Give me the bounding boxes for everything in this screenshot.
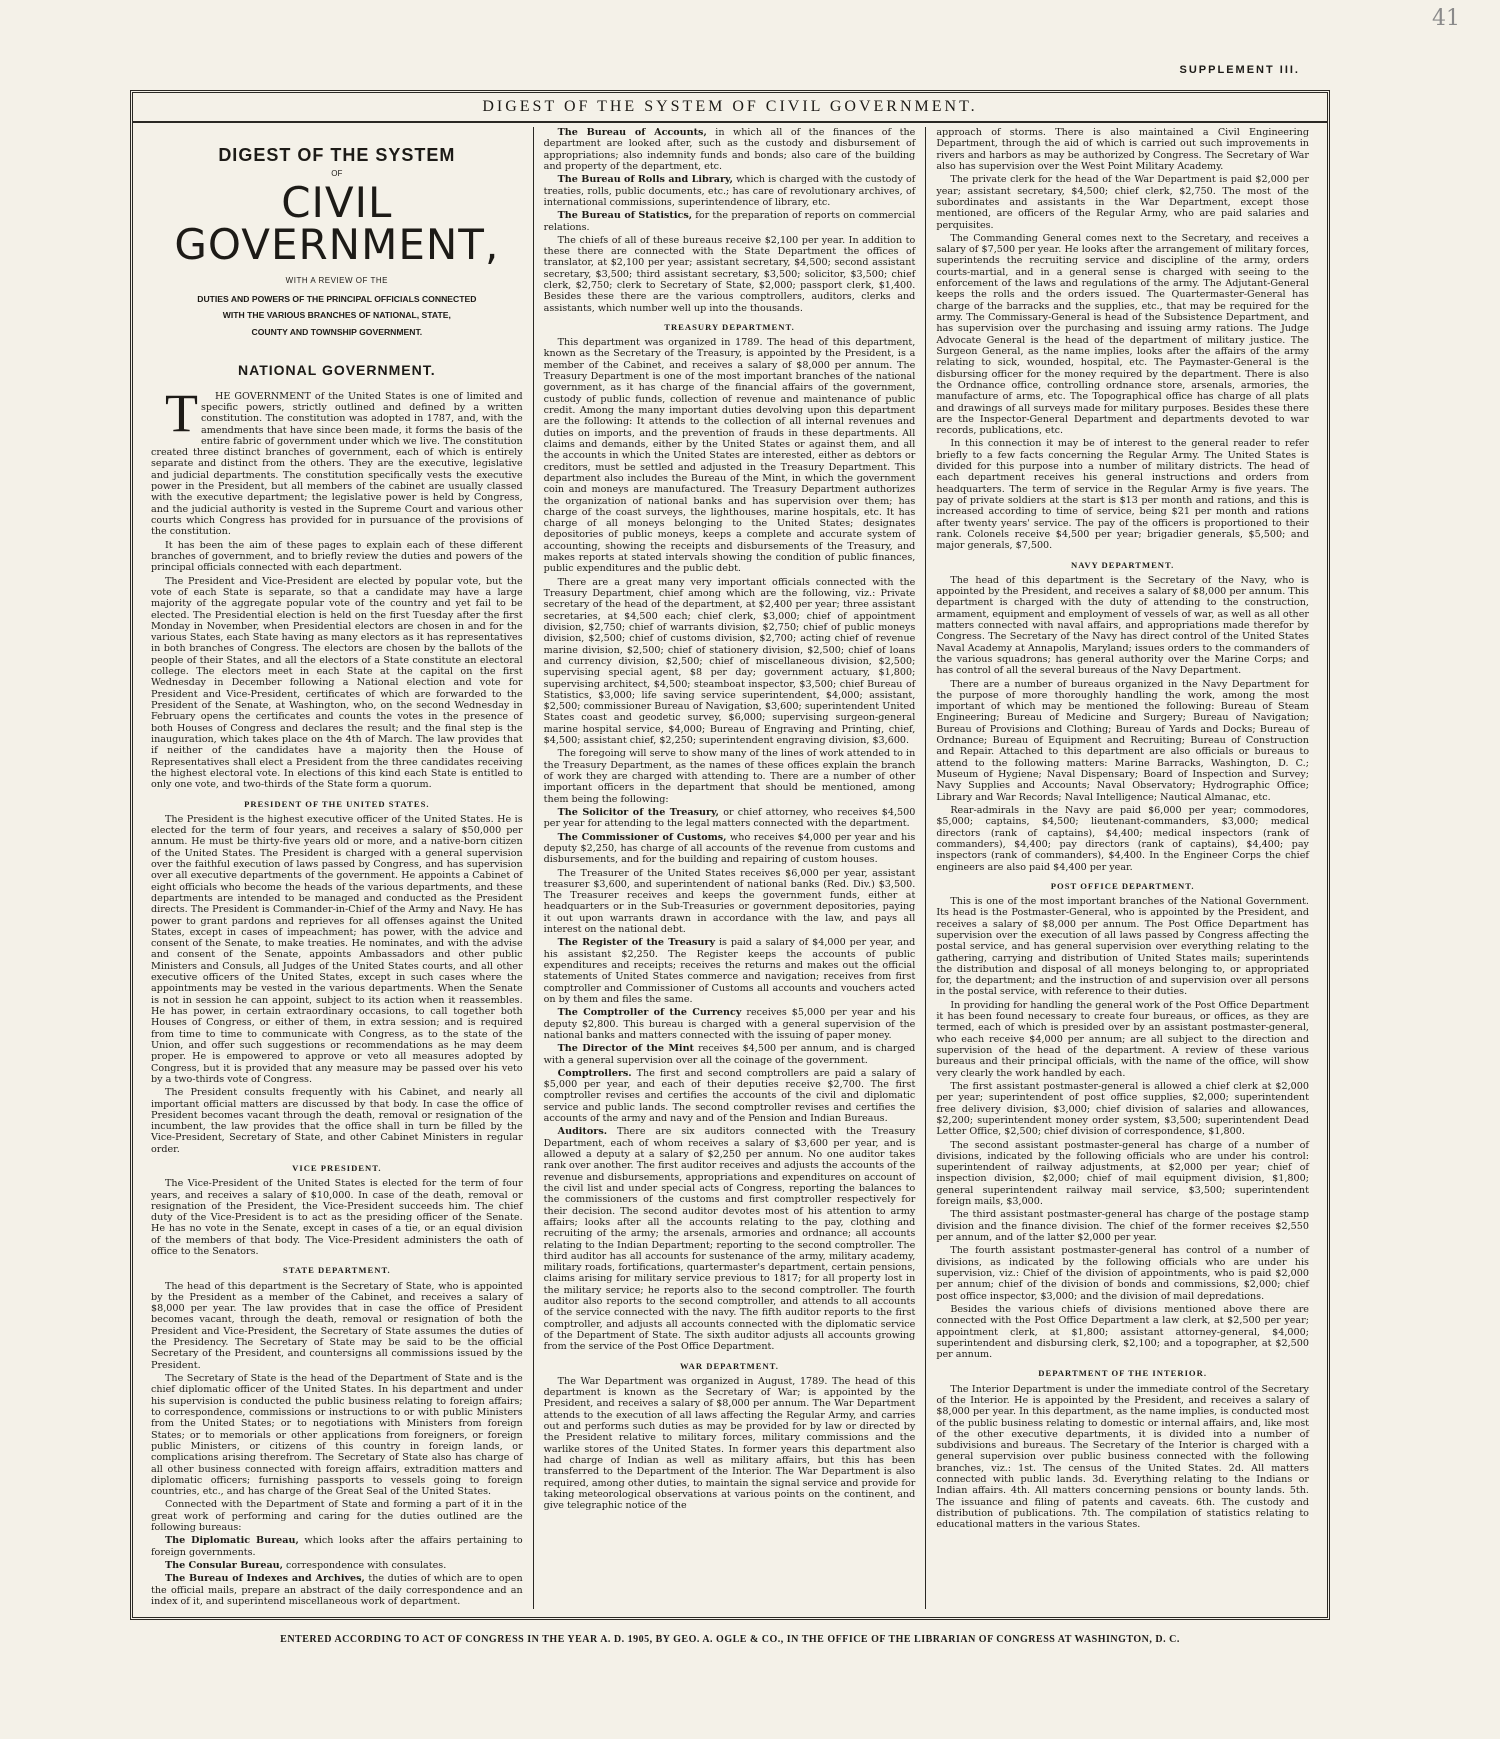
interior-department-heading: DEPARTMENT OF THE INTERIOR. xyxy=(1038,1368,1207,1379)
state-department-heading: STATE DEPARTMENT. xyxy=(282,1265,391,1276)
paragraph: The Vice-President of the United States is elected for the term of four years, and receives a salary of $10,000. In case of the death, removal or resignation of the President, the Vice-President succeeds him. The chief duty of the Vice-President is to act as the presiding officer of the Senate. He has no vote in the Senate, except in cases of a tie, or an equal division of the members of that body. The Vice-President administers the oath of office to the Senators. xyxy=(151,1178,523,1258)
paragraph-text: for the preparation of reports on commercial relations. xyxy=(543,210,916,233)
paragraph-text: who receives $4,000 per year and his deputy $2,250, has charge of all accounts of the revenue from customs and disbursements, and for the building and repairing of custom houses. xyxy=(543,831,916,866)
paragraph: The fourth assistant postmaster-general has control of a number of divisions, as indicated by the following officials who are under his supervision, viz.: Chief of the division of appointments, who is paid $2,000 per annum; chief of the division of bonds and commissions, $2,000; chief post office inspector, $3,000; and the division of mail depredations. xyxy=(936,1245,1309,1302)
paragraph: This is one of the most important branches of the National Government. Its head is the Postmaster-General, who is appointed by the President, and receives a salary of $8,000 per annum. The Post Office Department has supervision over the execution of all laws passed by Congress affecting the postal service, and has general supervision over everything relating to the gathering, carrying and distribution of United States mails; superintends the distribution and disposal of all moneys belonging to, or appropriated for, the department; and the instruction of and supervision over all persons in the postal service, with reference to their duties. xyxy=(936,895,1309,998)
paragraph xyxy=(544,1126,916,1352)
column-1 xyxy=(141,127,534,1609)
paragraph-text: There are six auditors connected with the Treasury Department, each of whom receives a salary of $3,600 per year, and is allowed a deputy at a salary of $2,250 per annum. No one auditor takes rank over another. The first auditor receives and adjusts the accounts of the revenue and disbursements, appropriations and expenditures on account of the civil list and under special acts of Congress, reporting the balances to the commissioners of the customs and first comptroller respectively for their decision. The second auditor devotes most of his attention to army affairs; looks after all the accounts relating to the pay, clothing and recruiting of the army; the arsenals, armories and ordnance; all accounts relating to the Indian Department; reporting to the second comptroller. The third auditor has all accounts for sustenance of the army, military academy, military roads, fortifications, quartermaster's department, certain pensions, claims arising for military service previous to 1817; for all property lost in the military service; he reports also to the second comptroller. The fourth auditor also reports to the second comptroller, and attends to all accounts of the service connected with the navy. The fifth auditor reports to the first comptroller, and adjusts all accounts connected with the diplomatic service of the Department of State. The sixth auditor adjusts all accounts growing from the service of the Post Office Department. xyxy=(543,1126,916,1353)
paragraph: The head of this department is the Secretary of State, who is appointed by the President as a member of the Cabinet, and receives a salary of $8,000 per year. The law provides that in case the office of President becomes vacant, through the death, removal or resignation of both the President and Vice-President, the Secretary of State assumes the duties of the Presidency. The Secretary of State may be said to be the official Secretary of the President, and countersigns all commissions issued by the President. xyxy=(151,1280,523,1371)
paragraph-text: correspondence with consulates. xyxy=(282,1560,447,1572)
bold-lead: The Bureau of Accounts, xyxy=(557,127,707,138)
paragraph-text: which is charged with the custody of treaties, rolls, public documents, etc.; has care of revolutionary archives, of international commissions, superintendence of library, etc. xyxy=(543,174,916,208)
supplement-label: SUPPLEMENT III. xyxy=(1179,64,1300,76)
paragraph xyxy=(544,807,916,830)
text-columns xyxy=(141,127,1319,1609)
paragraph: The War Department was organized in August, 1789. The head of this department is known as the Secretary of War; is appointed by the President, and receives a salary of $8,000 per annum. The War Department attends to the execution of all laws affecting the Regular Army, and carries out and performs such duties as may be provided for by law or directed by the President relative to military forces, military commissions and the warlike stores of the United States. In former years this department also had charge of Indian as well as military affairs, but this has been transferred to the Department of the Interior. The War Department is also required, among other duties, to maintain the signal service and provide for taking meteorological observations at various points on the continent, and give telegraphic notice of the xyxy=(543,1375,916,1512)
title-duties-3: COUNTY AND TOWNSHIP GOVERNMENT. xyxy=(251,326,423,337)
paragraph: The Treasurer of the United States receives $6,000 per year, assistant treasurer $3,600, and superintendent of national banks (Red. Div.) $3,500. The Treasurer receives and keeps the government funds, either at headquarters or in the Sub-Treasuries or government depositories, paying it out upon warrants drawn in accordance with the law, and pays all interest on the national debt. xyxy=(543,867,916,936)
national-government-heading: NATIONAL GOVERNMENT. xyxy=(238,362,436,379)
copyright-footer: ENTERED ACCORDING TO ACT OF CONGRESS IN THE YEAR A. D. 1905, BY GEO. A. OGLE & CO., IN THE OFFICE OF THE LIBRARIAN OF CONGRESS AT WASHINGTON, D. C. xyxy=(280,1634,1180,1645)
paragraph xyxy=(544,1068,916,1125)
bold-lead: Auditors. xyxy=(557,1126,608,1138)
bold-lead: The Bureau of Indexes and Archives, xyxy=(165,1573,365,1585)
paragraph-text: which looks after the affairs pertaining to foreign governments. xyxy=(151,1535,523,1558)
title-duties-2: WITH THE VARIOUS BRANCHES OF NATIONAL, STATE, xyxy=(222,310,451,321)
paragraph: The foregoing will serve to show many of the lines of work attended to in the Treasury Department, as the names of these offices explain the branch of work they are charged with attending to. There are a number of other important officers in the department that should be mentioned, among them being the following: xyxy=(543,748,916,805)
title-block xyxy=(151,145,523,340)
paragraph: The Commanding General comes next to the Secretary, and receives a salary of $7,500 per year. He looks after the arrangement of military forces, superintends the recruiting service and discipline of the army, orders courts-martial, and in a general sense is charged with seeing to the enforcement of the laws and regulations of the army. The Adjutant-General keeps the rolls and the orders issued. The Quartermaster-General has charge of the barracks and the supplies, etc., that may be required for the army. The Commissary-General is head of the Subsistence Department, and has supervision over the purchasing and issuing army rations. The Judge Advocate General is the head of the department of military justice. The Surgeon General, as the name implies, looks after the affairs of the army relating to sick, wounded, hospital, etc. The Paymaster-General is the disbursing officer for the money required by the department. There is also the Ordnance office, controlling ordnance store, arsenals, armories, the manufacture of arms, etc. The Topographical office has charge of all plats and drawings of all surveys made for military purposes. Besides these there are the Inspector-General Department and departments devoted to war records, publications, etc. xyxy=(936,232,1309,437)
paragraph-text: or chief attorney, who receives $4,500 per year for attending to the legal matters connected with the department. xyxy=(543,806,916,830)
paragraph: Besides the various chiefs of divisions mentioned above there are connected with the Post Office Department a law clerk, at $2,500 per year; appointment clerk, at $1,800; assistant attorney-general, $4,000; superintendent and disbursing clerk, $2,100; and a topographer, at $2,500 per annum. xyxy=(936,1303,1309,1361)
paragraph-text: the duties of which are to open the official mails, prepare an abstract of the daily correspondence and an index of it, and superintend miscellaneous work of department. xyxy=(151,1573,523,1607)
column-2 xyxy=(534,127,927,1609)
bold-lead: The Comptroller of the Currency xyxy=(557,1007,742,1019)
paragraph xyxy=(544,1043,916,1066)
paragraph xyxy=(544,210,916,233)
column-3 xyxy=(926,127,1319,1609)
paragraph: There are a number of bureaus organized in the Navy Department for the purpose of more thoroughly handling the work, among the most important of which may be mentioned the following: Bureau of Steam Engineering; Bureau of Medicine and Surgery; Bureau of Navigation; Bureau of Provisions and Clothing; Bureau of Yards and Docks; Bureau of Ordnance; Bureau of Equipment and Recruiting; Bureau of Construction and Repair. Attached to this department are also officials or bureaus to attend to the following matters: Marine Barracks, Washington, D. C.; Museum of Hygiene; Naval Dispensary; Board of Inspection and Survey; Navy Supplies and Accounts; Naval Observatory; Hydrographic Office; Library and War Records; Naval Intelligence; Nautical Almanac, etc. xyxy=(936,678,1309,803)
paragraph-text: The first and second comptrollers are paid a salary of $5,000 per year, and each of their deputies receive $2,700. The first comptroller revises and certifies the accounts of the civil and diplomatic service and public lands. The second comptroller revises and certifies the accounts of the army and navy and of the Pension and Indian Bureaus. xyxy=(543,1067,916,1125)
page-number: 41 xyxy=(1432,6,1460,31)
paragraph: The President and Vice-President are elected by popular vote, but the vote of each State is separate, so that a candidate may have a large majority of the aggregate popular vote of the country and yet fail to be elected. The Presidential election is held on the first Tuesday after the first Monday in November, when Presidential electors are chosen in and for the various States, each State having as many electors as it has representatives in both branches of Congress. The electors are chosen by the ballots of the people of their States, and all the electors of a State constitute an electoral college. The electors meet in each State at the capital on the first Wednesday in December following a National election and vote for President and Vice-President, certificates of which are forwarded to the President of the Senate, at Washington, who, on the second Wednesday in February opens the certificates and counts the votes in the presence of both Houses of Congress and declares the result; and the final step is the inauguration, which takes place on the 4th of March. The law provides that if neither of the candidates have a majority then the House of Representatives shall elect a President from the three candidates receiving the highest electoral vote. In elections of this kind each State is entitled to only one vote, and two-thirds of the State form a quorum. xyxy=(151,575,523,791)
title-line1: DIGEST OF THE SYSTEM xyxy=(218,145,456,165)
bold-lead: The Bureau of Statistics, xyxy=(557,210,693,222)
paragraph: The Secretary of State is the head of the Department of State and is the chief diplomatic officer of the United States. In his department and under his supervision is conducted the public business relating to foreign affairs; to correspondence, commissions or instructions to or with public Ministers from the United States; or to negotiations with Ministers from foreign States; or to memorials or other applications from foreigners, or foreign public Ministers, or citizens of this country in foreign lands, or complications arising therefrom. The Secretary of State also has charge of all other business connected with foreign affairs, extradition matters and diplomatic officers; furnishing passports to vessels going to foreign countries, etc., and has charge of the Great Seal of the United States. xyxy=(151,1373,523,1498)
title-with: WITH A REVIEW OF THE xyxy=(285,275,388,285)
paragraph: It has been the aim of these pages to explain each of these different branches of government, and to briefly review the duties and powers of the principal officials connected with each department. xyxy=(151,539,523,574)
paragraph-text: is paid a salary of $4,000 per year, and his assistant $2,250. The Register keeps the accounts of public expenditures and receipts; receives the returns and makes out the official statements of United States commerce and navigation; receives from first comptroller and Commissioner of Customs all accounts and vouchers acted on by them and files the same. xyxy=(543,937,916,1005)
title-of: OF xyxy=(331,169,343,179)
paragraph: In providing for handling the general work of the Post Office Department it has been found necessary to create four bureaus, or offices, as they are termed, each of which is presided over by an assistant postmaster-general, who each receive $4,000 per annum; are all subject to the direction and supervision of the head of the department. A review of these various bureaus and their principal officials, with the name of the office, will show very clearly the work handled by each. xyxy=(936,999,1309,1079)
paragraph: The chiefs of all of these bureaus receive $2,100 per year. In addition to these there are connected with the State Department the offices of translator, at $2,100 per year; assistant secretary, $4,500; second assistant secretary, $3,500; third assistant secretary, $3,500; solicitor, $3,500; chief clerk, $2,750; clerk to Secretary of State, $2,000; passport clerk, $1,400. Besides these there are the various comptrollers, auditors, clerks and assistants, which number well up into the thousands. xyxy=(543,234,916,314)
post-office-department-heading: POST OFFICE DEPARTMENT. xyxy=(1050,880,1195,891)
paragraph: This department was organized in 1789. The head of this department, known as the Secretary of the Treasury, is appointed by the President, is a member of the Cabinet, and receives a salary of $8,000 per annum. The Treasury Department is one of the most important branches of the national government, as it has charge of the financial affairs of the government, custody of public funds, collection of revenue and maintenance of public credit. Among the many important duties devolving upon this department are the following: It attends to the collection of all internal revenues and duties on imports, and the prevention of frauds in these departments. All claims and demands, either by the United States or against them, and all the accounts in which the United States are interested, either as debtors or creditors, must be settled and adjusted in the Treasury Department. This department also includes the Bureau of the Mint, in which the government coin and moneys are manufactured. The Treasury Department authorizes the organization of national banks and has supervision over them; has charge of the coast surveys, the lighthouses, marine hospitals, etc. It has charge of all moneys belonging to the United States; designates depositories of public moneys, keeps a complete and accurate system of accounting, showing the receipts and disbursements of the Treasury, and makes reports at stated intervals showing the condition of public finances, public expenditures and the public debt. xyxy=(543,337,916,575)
bold-lead: The Director of the Mint xyxy=(557,1043,694,1055)
title-main: CIVIL GOVERNMENT, xyxy=(174,177,500,269)
paragraph: The private clerk for the head of the War Department is paid $2,000 per year; assistant secretary, $4,500; chief clerk, $2,750. The most of the subordinates and assistants in the War Department, except those mentioned, are officers of the Regular Army, who are paid salaries and perquisites. xyxy=(936,174,1309,231)
paragraph: Rear-admirals in the Navy are paid $6,000 per year; commodores, $5,000; captains, $4,500; lieutenant-commanders, $3,000; medical directors (rank of captains), $4,400; medical inspectors (rank of commanders), $4,400; pay directors (rank of captains), $4,400; pay inspectors (rank of commanders), $4,400. In the Engineer Corps the chief engineers are also paid $4,400 per year. xyxy=(936,804,1309,873)
paragraph-text: receives $4,500 per annum, and is charged with a general supervision over all the coinage of the government. xyxy=(543,1043,916,1066)
paragraph-text: receives $5,000 per year and his deputy $2,800. This bureau is charged with a general supervision of the national banks and matters connected with the issuing of paper money. xyxy=(543,1007,916,1041)
treasury-department-heading: TREASURY DEPARTMENT. xyxy=(664,322,795,332)
bold-lead: The Commissioner of Customs, xyxy=(557,831,727,843)
paragraph xyxy=(151,1560,523,1571)
war-department-heading: WAR DEPARTMENT. xyxy=(680,1360,779,1371)
paragraph xyxy=(544,1007,916,1041)
paragraph: There are a great many very important officials connected with the Treasury Department, chief among which are the following, viz.: Private secretary of the head of the department, at $2,400 per year; three assistant secretaries, at $4,500 each; chief clerk, $3,000; chief of appointment division, $2,750; chief of warrants division, $2,750; chief of public moneys division, $2,500; chief of customs division, $2,700; acting chief of revenue marine division, $2,500; chief of stationery division, $2,500; chief of loans and currency division, $2,500; chief of miscellaneous division, $2,500; supervising special agent, $8 per day; government actuary, $1,800; supervising architect, $4,500; steamboat inspector, $3,500; chief Bureau of Statistics, $3,000; life saving service superintendent, $4,000; assistant, $2,500; commissioner Bureau of Navigation, $3,600; superintendent United States coast and geodetic survey, $6,000; supervising surgeon-general marine hospital service, $4,000; Bureau of Engraving and Printing, chief, $4,500; assistant chief, $2,250; superintendent engraving division, $3,600. xyxy=(543,576,916,747)
paragraph xyxy=(544,127,916,172)
paragraph xyxy=(544,174,916,208)
page-header: DIGEST OF THE SYSTEM OF CIVIL GOVERNMENT. xyxy=(133,93,1327,123)
paragraph: The President consults frequently with his Cabinet, and nearly all important official matters are discussed by that body. In case the office of President becomes vacant through the death, removal or resignation of the incumbent, the law provides that the office shall in turn be filled by the Vice-President, Secretary of State, and other Cabinet Ministers in regular order. xyxy=(151,1087,523,1155)
title-duties-1: DUTIES AND POWERS OF THE PRINCIPAL OFFICIALS CONNECTED xyxy=(197,294,477,305)
vice-president-heading: VICE PRESIDENT. xyxy=(292,1163,382,1174)
page-frame xyxy=(130,90,1330,1620)
paragraph: The head of this department is the Secretary of the Navy, who is appointed by the President, and receives a salary of $8,000 per annum. This department is charged with the duty of attending to the construction, armament, equipment and employment of vessels of war, as well as all other matters connected with naval affairs, and appropriations made therefor by Congress. The Secretary of the Navy has direct control of the United States Naval Academy at Annapolis, Maryland; issues orders to the commanders of the various squadrons; has general authority over the Marine Corps; and has control of all the several bureaus of the Navy Department. xyxy=(936,574,1309,677)
paragraph-text: in which all of the finances of the department are looked after, such as the custody and disbursement of appropriations; also indemnity funds and bonds; also care of the building and property of the department, etc. xyxy=(543,127,916,172)
paragraph: In this connection it may be of interest to the general reader to refer briefly to a few facts concerning the Regular Army. The United States is divided for this purpose into a number of military districts. The head of each department receives his general instructions and orders from headquarters. The term of service in the Regular Army is five years. The pay of private soldiers at the start is $13 per month and rations, and this is increased according to time of service, being $21 per month and rations after twenty years' service. The pay of the officers is proportioned to their rank. Colonels receive $4,500 per year; brigadier generals, $5,500; and major generals, $7,500. xyxy=(936,438,1309,552)
paragraph: Connected with the Department of State and forming a part of it in the great work of performing and caring for the duties outlined are the following bureaus: xyxy=(151,1499,523,1534)
paragraph xyxy=(151,1573,523,1607)
bold-lead: The Diplomatic Bureau, xyxy=(165,1535,299,1547)
bold-lead: The Register of the Treasury xyxy=(557,937,716,949)
bold-lead: Comptrollers. xyxy=(557,1067,632,1079)
paragraph: approach of storms. There is also maintained a Civil Engineering Department, through the aid of which is carried out such improvements in rivers and harbors as may be authorized by Congress. The Secretary of War also has supervision over the West Point Military Academy. xyxy=(936,127,1309,172)
paragraph: The third assistant postmaster-general has charge of the postage stamp division and the finance division. The chief of the former receives $2,550 per annum, and of the latter $2,000 per year. xyxy=(936,1209,1309,1244)
paragraph: THE GOVERNMENT of the United States is one of limited and specific powers, strictly outlined and defined by a written constitution. The constitution was adopted in 1787, and, with the amendments that have since been made, it forms the basis of the entire fabric of government under which we live. The constitution created three distinct branches of government, each of which is entirely separate and distinct from the others. They are the executive, legislative and judicial departments. The constitution specifically vests the executive power in the President, but all members of the cabinet are usually classed with the executive department; the legislative power is held by Congress, and the judicial authority is vested in the Supreme Court and various other courts which Congress has provided for in pursuance of the provisions of the constitution. xyxy=(151,382,523,538)
bold-lead: The Consular Bureau, xyxy=(165,1560,283,1572)
navy-department-heading: NAVY DEPARTMENT. xyxy=(1071,559,1175,570)
paragraph: The President is the highest executive officer of the United States. He is elected for the term of four years, and receives a salary of $50,000 per annum. He must be thirty-five years old or more, and a native-born citizen of the United States. The President is charged with a general supervision over the faithful execution of laws passed by Congress, and has supervision over all executive departments of the government. He appoints a Cabinet of eight officials who become the heads of the various departments, and these departments are intended to be managed and conducted as the President directs. The President is Commander-in-Chief of the Army and Navy. He has power to grant pardons and reprieves for all offenses against the United States, except in cases of impeachment; has power, with the advice and consent of the Senate, to make treaties. He nominates, and with the advise and consent of the Senate, appoints Ambassadors and other public Ministers and Consuls, all Judges of the United States courts, and all other executive officers of the United States, except in such cases where the appointments may be vested in the various departments. When the Senate is not in session he can appoint, subject to its action when it reassembles. He has power, in certain extraordinary occasions, to call together both Houses of Congress, or either of them, in extra session; and is required from time to time to communicate with Congress, as to the state of the Union, and offer such suggestions or recommendations as he may deem proper. He is empowered to approve or veto all measures adopted by Congress, but it is provided that any measure may be passed over his veto by a two-thirds vote of Congress. xyxy=(151,813,523,1085)
paragraph: The first assistant postmaster-general is allowed a chief clerk at $2,000 per year; superintendent of post office supplies, $2,000; superintendent free delivery division, $3,000; chief division of salaries and allowances, $2,200; superintendent money order system, $3,500; superintendent Dead Letter Office, $2,500; chief division of correspondence, $1,800. xyxy=(936,1080,1309,1138)
bold-lead: The Solicitor of the Treasury, xyxy=(557,806,720,818)
president-heading: PRESIDENT OF THE UNITED STATES. xyxy=(244,798,430,809)
paragraph xyxy=(544,832,916,866)
paragraph: The second assistant postmaster-general has charge of a number of divisions, indicated by the following officials who are under his control: superintendent of railway adjustments, at $2,000 per year; chief of inspection division, $2,000; chief of mail equipment division, $1,800; general superintendent railway mail service, $3,500; superintendent foreign mails, $3,000. xyxy=(936,1139,1309,1208)
bold-lead: The Bureau of Rolls and Library, xyxy=(557,174,733,186)
paragraph xyxy=(151,1535,523,1558)
paragraph: The Interior Department is under the immediate control of the Secretary of the Interior. He is appointed by the President, and receives a salary of $8,000 per year. In this department, as the name implies, is conducted most of the public business relating to domestic or internal affairs, and, like most of the other executive departments, it is divided into a number of subdivisions and bureaus. The Secretary of the Interior is charged with a general supervision over public business connected with the following branches, viz.: 1st. The census of the United States. 2d. All matters connected with public lands. 3d. Everything relating to the Indians or Indian affairs. 4th. All matters concerning pensions or bounty lands. 5th. The issuance and filing of patents and caveats. 6th. The custody and distribution of publications. 7th. The compilation of statistics relating to educational matters in the various States. xyxy=(936,1383,1309,1531)
paragraph xyxy=(544,937,916,1005)
